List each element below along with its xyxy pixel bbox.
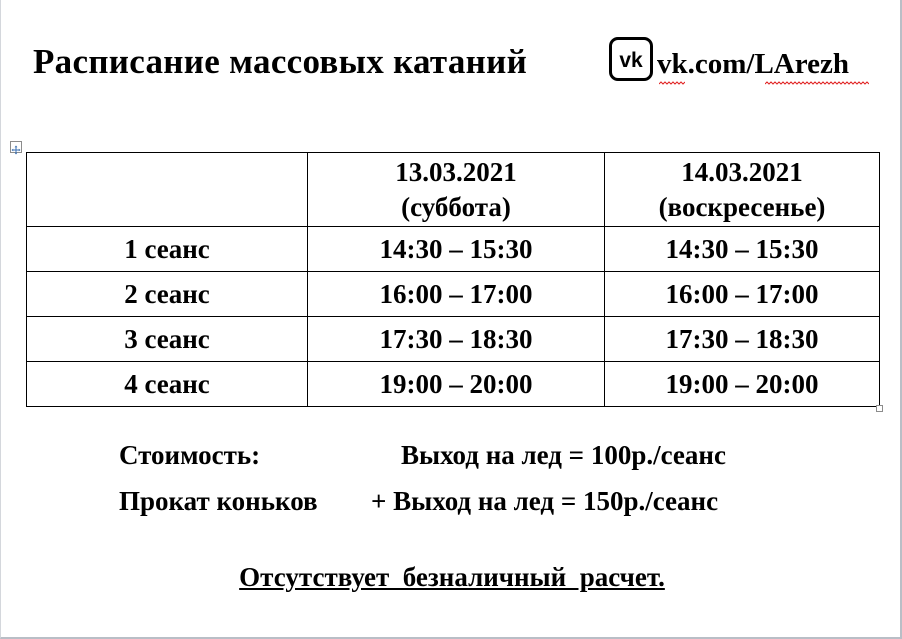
date-header-cell [605,153,880,227]
schedule-table [26,152,880,407]
time-cell: 19:00 – 20:00 [605,362,880,407]
table-move-handle[interactable] [10,141,22,153]
time-cell: 16:00 – 17:00 [605,272,880,317]
table-row [27,227,880,272]
table-resize-handle[interactable] [876,405,883,412]
date-header-cell [308,153,605,227]
weekday-label: (суббота) [401,191,511,222]
empty-header-cell [27,153,308,227]
spellcheck-underline [659,81,685,85]
time-cell: 14:30 – 15:30 [308,227,605,272]
table-header-row [27,153,880,227]
session-cell: 4 сеанс [27,362,308,407]
time-cell: 17:30 – 18:30 [605,317,880,362]
table-row [27,362,880,407]
rental-label: Прокат коньков [119,486,318,516]
time-cell: 14:30 – 15:30 [605,227,880,272]
svg-text:vk: vk [619,49,643,72]
session-cell: 1 сеанс [27,227,308,272]
spellcheck-underline [765,81,869,85]
page-title: Расписание массовых катаний [33,42,528,81]
session-cell: 2 сеанс [27,272,308,317]
ice-entry-price: Выход на лед = 100р./сеанс [401,440,726,470]
date-label: 13.03.2021 [395,156,517,187]
table-row [27,272,880,317]
payment-notice: Отсутствует безналичный расчет. [239,562,665,592]
time-cell: 16:00 – 17:00 [308,272,605,317]
move-arrows-icon [11,145,21,155]
table-row [27,317,880,362]
weekday-label: (воскресенье) [658,191,826,222]
vk-link[interactable]: vk.com/LArezh [657,48,849,80]
cost-label: Стоимость: [119,440,261,470]
session-cell: 3 сеанс [27,317,308,362]
rental-price: + Выход на лед = 150р./сеанс [371,486,719,516]
time-cell: 19:00 – 20:00 [308,362,605,407]
date-label: 14.03.2021 [681,156,803,187]
time-cell: 17:30 – 18:30 [308,317,605,362]
vk-logo-icon [609,37,653,81]
